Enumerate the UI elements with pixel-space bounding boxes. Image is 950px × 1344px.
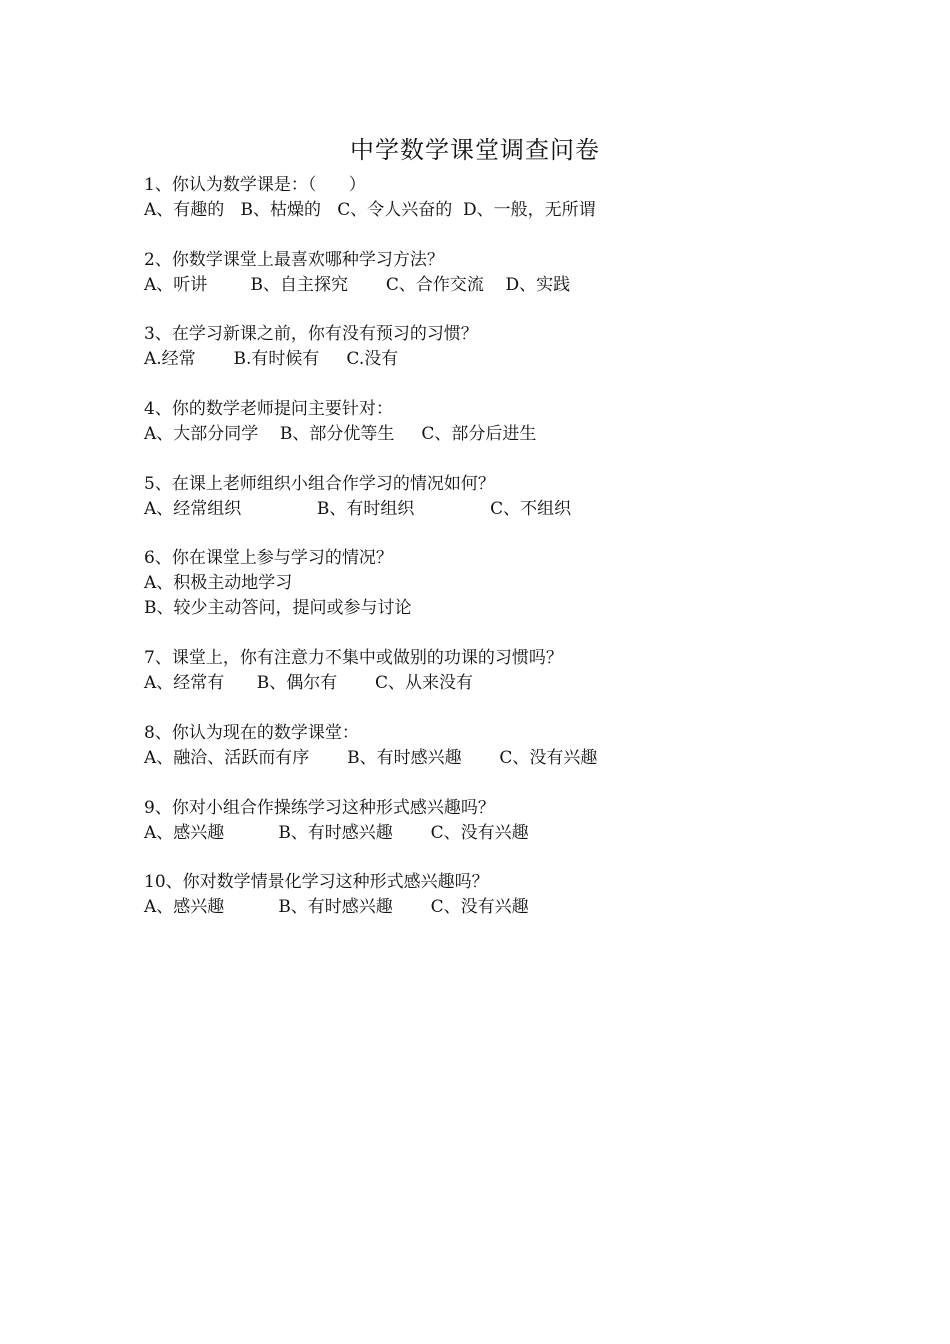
question-text: 10、你对数学情景化学习这种形式感兴趣吗？ bbox=[144, 872, 489, 893]
question-8 bbox=[144, 721, 844, 796]
option-line: A、感兴趣 B、有时感兴趣 C、没有兴趣 bbox=[144, 897, 529, 918]
question-text: 8、你认为现在的数学课堂： bbox=[144, 722, 359, 743]
question-text: 6、你在课堂上参与学习的情况？ bbox=[144, 548, 393, 569]
question-7 bbox=[144, 646, 844, 721]
question-list bbox=[144, 173, 844, 945]
question-10 bbox=[144, 870, 844, 945]
question-text: 5、在课上老师组织小组合作学习的情况如何？ bbox=[144, 473, 495, 494]
option-line: B、较少主动答问，提问或参与讨论 bbox=[144, 598, 412, 619]
option-line: A、听讲 B、自主探究 C、合作交流 D、实践 bbox=[144, 274, 571, 295]
question-9 bbox=[144, 796, 844, 871]
option-line: A、融洽、活跃而有序 B、有时感兴趣 C、没有兴趣 bbox=[144, 747, 598, 768]
option-line: A、大部分同学 B、部分优等生 C、部分后进生 bbox=[144, 424, 537, 445]
question-text: 1、你认为数学课是：（ ） bbox=[144, 175, 366, 195]
question-5 bbox=[144, 472, 844, 547]
option-line: A、感兴趣 B、有时感兴趣 C、没有兴趣 bbox=[144, 822, 529, 843]
option-line: A、积极主动地学习 bbox=[144, 573, 293, 594]
question-4 bbox=[144, 397, 844, 472]
option-line: A、经常有 B、偶尔有 C、从来没有 bbox=[144, 673, 474, 694]
option-line: A.经常 B.有时候有 C.没有 bbox=[144, 349, 399, 370]
question-text: 7、课堂上，你有注意力不集中或做别的功课的习惯吗？ bbox=[144, 648, 563, 669]
question-6 bbox=[144, 546, 844, 646]
question-1 bbox=[144, 173, 844, 248]
option-line: A、有趣的 B、枯燥的 C、令人兴奋的 D、一般，无所谓 bbox=[144, 200, 596, 220]
question-text: 4、你的数学老师提问主要针对： bbox=[144, 399, 393, 420]
question-2 bbox=[144, 248, 844, 323]
page-title: 中学数学课堂调查问卷 bbox=[350, 136, 600, 164]
question-text: 2、你数学课堂上最喜欢哪种学习方法？ bbox=[144, 249, 444, 270]
question-text: 3、在学习新课之前，你有没有预习的习惯？ bbox=[144, 324, 478, 345]
question-3 bbox=[144, 322, 844, 397]
question-text: 9、你对小组合作操练学习这种形式感兴趣吗？ bbox=[144, 797, 495, 818]
option-line: A、经常组织 B、有时组织 C、不组织 bbox=[144, 498, 572, 519]
